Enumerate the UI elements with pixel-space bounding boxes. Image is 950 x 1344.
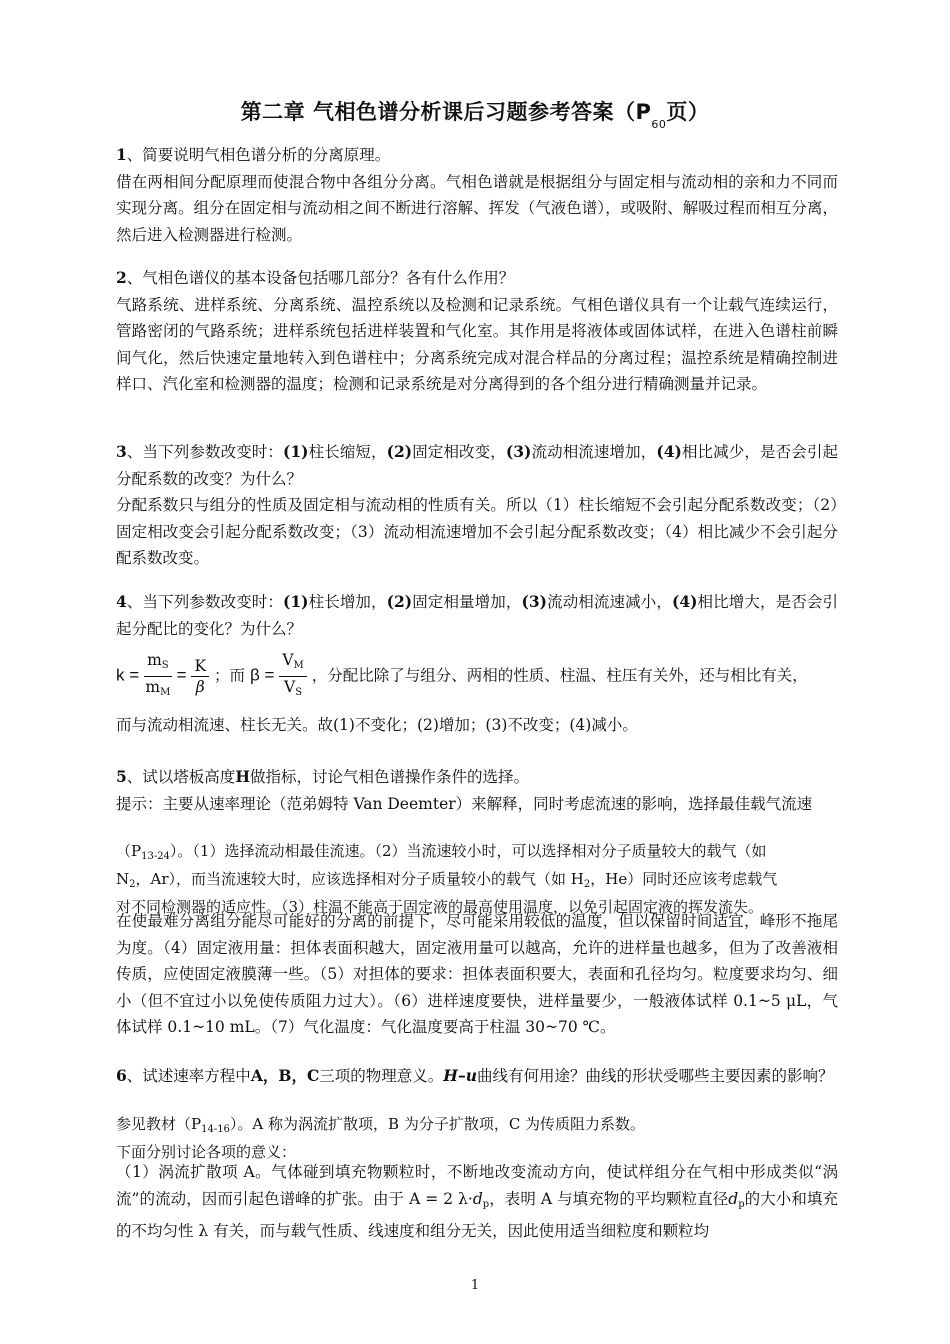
question-3 xyxy=(116,439,838,572)
answer-5-rest xyxy=(116,908,838,1041)
question-5 xyxy=(116,764,838,818)
answer-6-ref: 参见教材$(P_{14-16})$。A 称为涡流扩散项，B 为分子扩散项，C 为传质阻力系数。 xyxy=(116,1115,646,1135)
question-4-text: 4、当下列参数改变时：(1)柱长增加，(2)固定相量增加，(3)流动相流速减小，(4)相比增大，是否会引起分配比的变化？为什么？ xyxy=(116,592,838,638)
page-title xyxy=(0,96,950,131)
question-4 xyxy=(116,589,838,642)
answer-1: 借在两相间分配原理而使混合物中各组分分离。气相色谱就是根据组分与固定相与流动相的亲和力不同而实现分离。组分在固定相与流动相之间不断进行溶解、挥发（气液色谱），或吸附、解吸过程而相互分离，然后进入检测器进行检测。 xyxy=(116,172,838,244)
question-6 xyxy=(116,1063,838,1090)
answer-5-line-1: $(P_{13-24})$。（1）选择流动相最佳流速。（2）当流速较小时，可以选择相对分子质量较大的载气（如 xyxy=(116,842,767,862)
question-2-text: 2、气相色谱仪的基本设备包括哪几部分？各有什么作用？ xyxy=(116,268,515,287)
fraction-vm-vs: $\frac{V_M}{V_S}$ xyxy=(279,650,306,703)
answer-5-line-2: $N_2$，Ar），而当流速较大时，应该选择相对分子质量较小的载气（如 $H_2$，He）同时还应该考虑载气 xyxy=(116,870,778,890)
fraction-k-beta: $\frac{K}{\beta}$ xyxy=(191,656,209,697)
question-2 xyxy=(116,265,838,398)
page-number: 1 xyxy=(470,1278,480,1293)
answer-4 xyxy=(116,712,838,739)
formula-k: k = xyxy=(116,665,140,685)
question-3-text: 3、当下列参数改变时：(1)柱长缩短，(2)固定相改变，(3)流动相流速增加，(4)相比减少，是否会引起分配系数的改变？为什么？ xyxy=(116,442,838,488)
title-subscript: 60 xyxy=(651,118,667,131)
answer-5-body: 在使最难分离组分能尽可能好的分离的前提下，尽可能采用较低的温度，但以保留时间适宜，峰形不拖尾为度。（4）固定液用量：担体表面积越大，固定液用量可以越高，允许的进样量也越多，但为了改善液相传质，应使固定液膜薄一些。（5）对担体的要求：担体表面积要大，表面和孔径均匀。粒度要求均匀、细小（但不宜过小以免使传质阻力过大）。（6）进样速度要快，进样量要少，一般液体试样 0.1~5 μL，气体试样 0.1~10 mL。（7）气化温度：气化温度要高于柱温 30~70 ℃。 xyxy=(116,912,838,1036)
answer-3: 分配系数只与组分的性质及固定相与流动相的性质有关。所以（1）柱长缩短不会引起分配系数改变；（2）固定相改变会引起分配系数改变；（3）流动相流速增加不会引起分配系数改变；（4）相比减少不会引起分配系数改变。 xyxy=(116,496,838,567)
title-main: 第二章 气相色谱分析课后习题参考答案（P xyxy=(240,100,652,124)
formula-beta: β = xyxy=(249,665,275,685)
question-1-text: 1、简要说明气相色谱分析的分离原理。 xyxy=(116,145,391,164)
question-5-text: 5、试以塔板高度H做指标，讨论气相色谱操作条件的选择。 xyxy=(116,767,529,786)
hint-5: 提示：主要从速率理论（范弟姆特 Van Deemter）来解释，同时考虑流速的影响，选择最佳载气流速 xyxy=(116,794,813,813)
fraction-ms-mm: $\frac{m_S}{m_M}$ xyxy=(145,651,171,698)
answer-6 xyxy=(116,1113,838,1163)
answer-2: 气路系统、进样系统、分离系统、温控系统以及检测和记录系统。气相色谱仪具有一个让载气连续运行，管路密闭的气路系统；进样系统包括进样装置和气化室。其作用是将液体或固体试样，在进入色谱柱前瞬间气化，然后快速定量地转入到色谱柱中；分离系统完成对混合样品的分离过程；温控系统是精确控制进样口、汽化室和检测器的温度；检测和记录系统是对分离得到的各个组分进行精确测量并记录。 xyxy=(116,295,838,393)
answer-5 xyxy=(116,840,838,918)
answer-6-intro: 下面分别讨论各项的意义： xyxy=(116,1143,297,1161)
formula-tail: ，分配比除了与组分、两相的性质、柱温、柱压有关外，还与相比有关， xyxy=(311,666,808,685)
answer-5-line-3: 对不同检测器的适应性。（3）柱温不能高于固定液的最高使用温度，以免引起固定液的挥发流失。 xyxy=(116,898,764,916)
title-end: 页） xyxy=(666,100,710,124)
question-6-text: 6、试述速率方程中A，B，C三项的物理意义。H–u曲线有何用途？曲线的形状受哪些主要因素的影响？ xyxy=(116,1066,834,1085)
partition-ratio-formula: k = $\frac{m_S}{m_M}$ = $\frac{K}{\beta}$ ；而 β = $\frac{V_M}{V_S}$ ，分配比除了与组分、两相的性质、柱温、柱压有关外，还与相比有关， xyxy=(116,650,838,706)
formula-semi: ；而 xyxy=(214,666,246,685)
answer-6-body xyxy=(116,1159,838,1245)
answer-6-paragraph: （1）涡流扩散项 A。气体碰到填充物颗粒时，不断地改变流动方向，使试样组分在气相中形成类似“涡流”的流动，因而引起色谱峰的扩张。由于 A = 2 $\lambda\cdot d_p$，表明 A 与填充物的平均颗粒直径$d_p$的大小和填充的不均匀性 λ 有关，而与载气性质、线速度和组分无关，因此使用适当细粒度和颗粒均 xyxy=(116,1163,838,1240)
question-1 xyxy=(116,142,838,248)
answer-4-text: 而与流动相流速、柱长无关。故(1)不变化；(2)增加；(3)不改变；(4)减小。 xyxy=(116,716,638,734)
